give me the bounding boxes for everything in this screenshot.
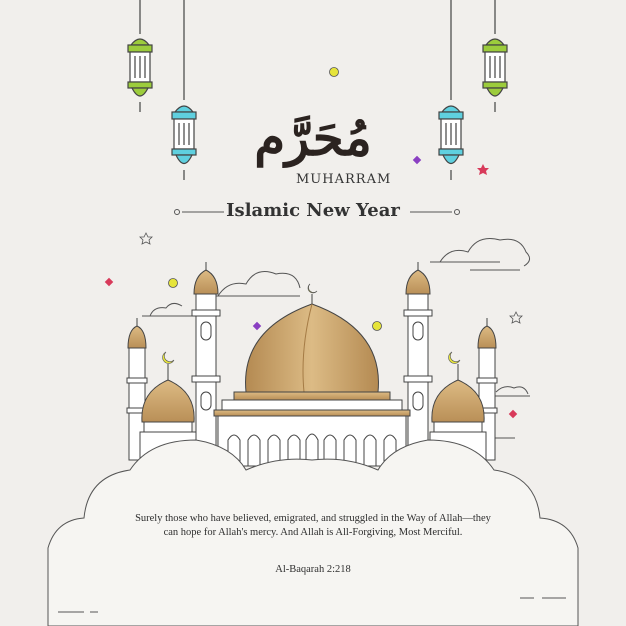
diamond-icon <box>105 278 113 286</box>
diamond-icon <box>253 322 261 330</box>
lantern-icon <box>128 0 152 112</box>
star-icon <box>140 233 152 244</box>
diamond-icon <box>509 410 517 418</box>
verse-reference: Al-Baqarah 2:218 <box>275 564 351 575</box>
dot-decoration <box>169 279 178 288</box>
latin-subtitle: MUHARRAM <box>296 172 392 187</box>
crescent-icon <box>163 352 174 363</box>
cloud-icon <box>430 239 530 271</box>
crescent-icon <box>308 284 317 293</box>
verse-text: Surely those who have believed, emigrated, and struggled in the Way of Allah—they can hope for Allah's mercy. And Allah is All-Forgiving, Most Merciful. <box>135 513 491 538</box>
dot-decoration <box>330 68 339 77</box>
lantern-icon <box>483 0 507 112</box>
cloud-icon <box>142 303 200 316</box>
mosque-illustration <box>127 262 497 466</box>
arabic-calligraphy: مُحَرَّم <box>254 108 372 167</box>
crescent-icon <box>449 352 460 363</box>
cloud-icon <box>206 272 300 296</box>
star-icon <box>510 312 522 323</box>
dot-decoration <box>373 322 382 331</box>
page-title: Islamic New Year <box>226 200 400 221</box>
